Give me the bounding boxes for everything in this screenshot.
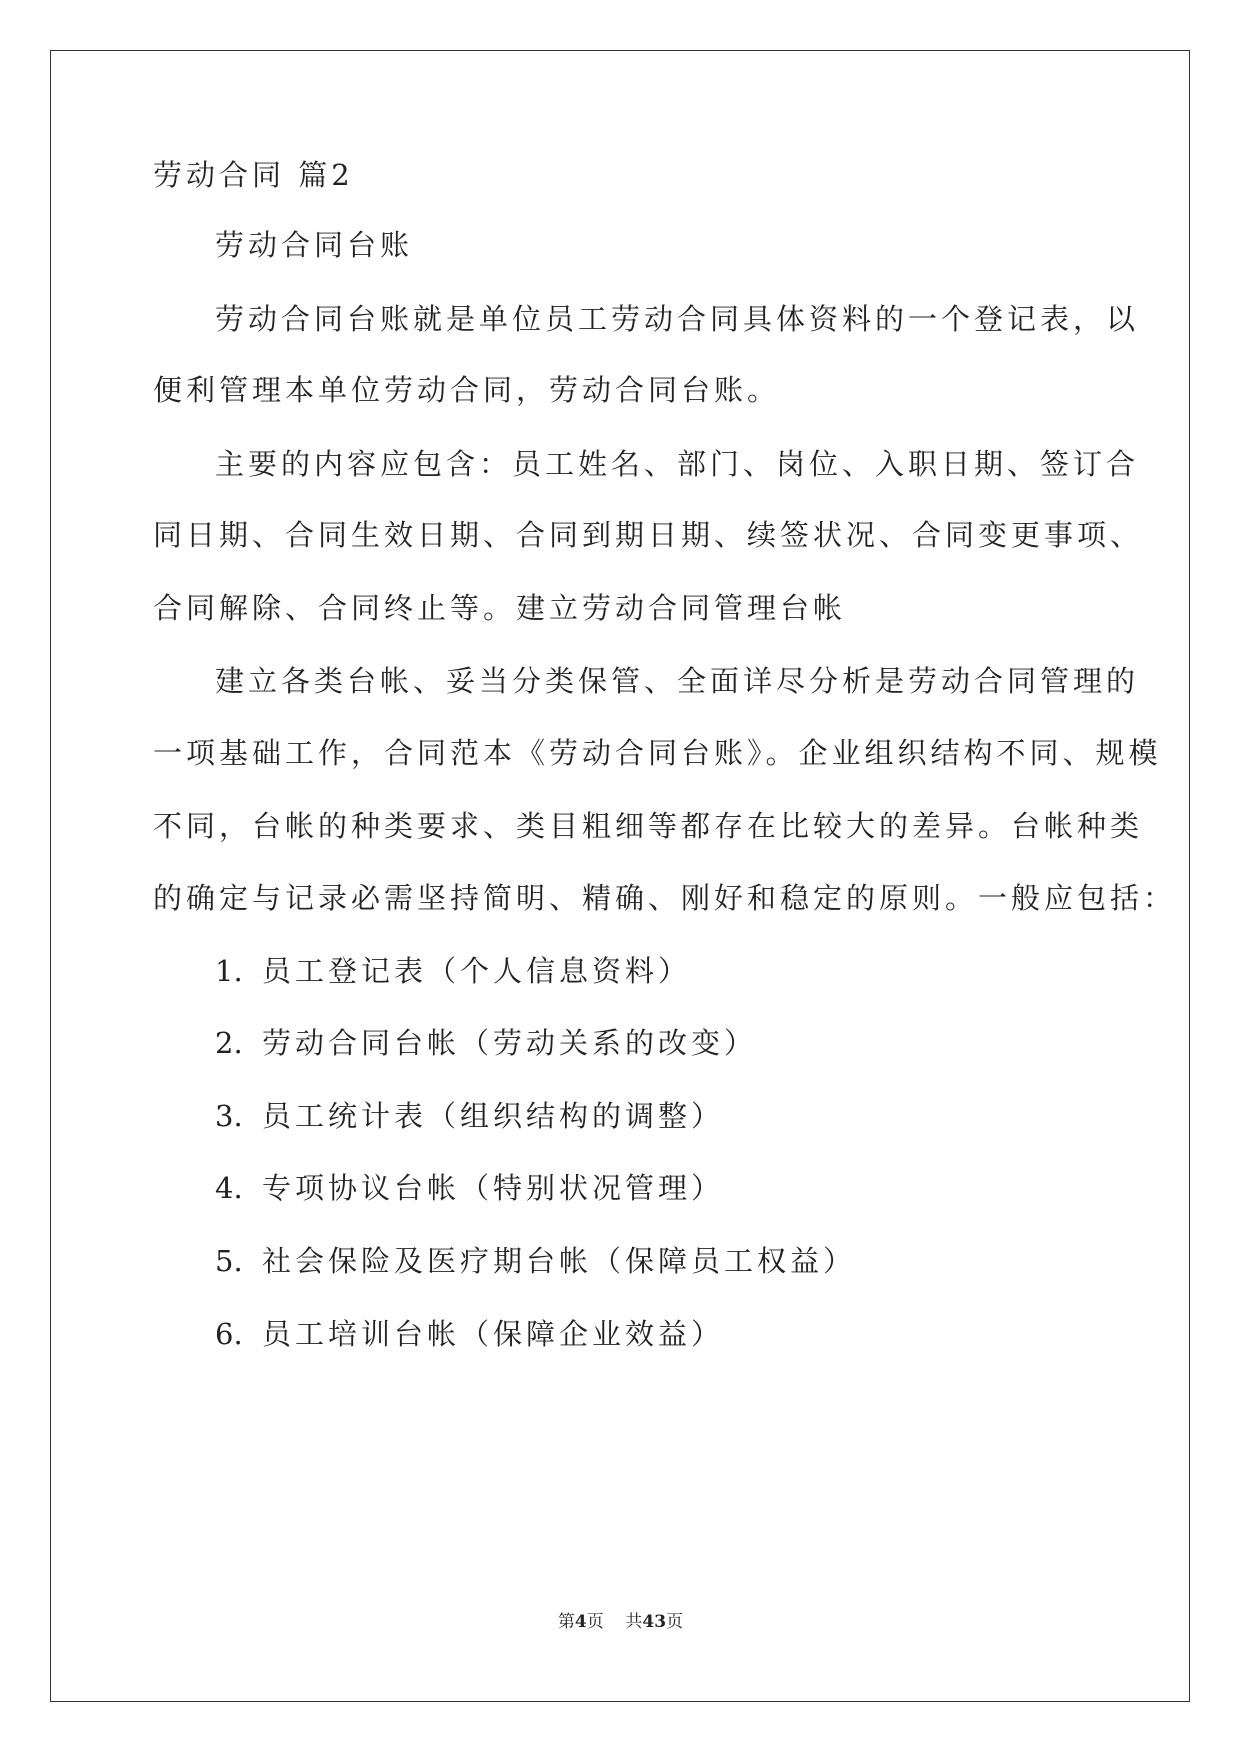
page-prefix: 第 [557, 1612, 575, 1632]
list-item-number: 6. [215, 1317, 243, 1351]
page-footer [0, 1610, 1241, 1634]
list-item-number: 2. [215, 1026, 243, 1060]
document-subtitle: 劳动合同台账 [215, 228, 414, 262]
list-item-text: 专项协议台帐（特别状况管理） [262, 1171, 725, 1205]
paragraph-1-line-1: 劳动合同台账就是单位员工劳动合同具体资料的一个登记表，以 [215, 302, 1140, 336]
list-item-number: 4. [215, 1171, 243, 1205]
list-item-text: 劳动合同台帐（劳动关系的改变） [262, 1026, 758, 1060]
total-pages: 43 [642, 1612, 667, 1632]
paragraph-2-line-1: 主要的内容应包含：员工姓名、部门、岗位、入职日期、签订合 [215, 447, 1140, 481]
paragraph-3-line-2: 一项基础工作，合同范本《劳动合同台账》。企业组织结构不同、规模 [153, 736, 1162, 770]
page-border [50, 50, 1190, 1702]
list-item-number: 1. [215, 954, 243, 988]
total-suffix: 页 [666, 1612, 684, 1632]
paragraph-2-line-3: 合同解除、合同终止等。建立劳动合同管理台帐 [153, 591, 847, 625]
paragraph-3-line-3: 不同，台帐的种类要求、类目粗细等都存在比较大的差异。台帐种类 [153, 809, 1144, 843]
page-number: 4 [574, 1612, 587, 1632]
total-prefix: 共 [625, 1612, 643, 1632]
paragraph-1-line-2: 便利管理本单位劳动合同，劳动合同台账。 [153, 373, 781, 407]
list-item-text: 员工登记表（个人信息资料） [262, 954, 692, 988]
paragraph-3-line-4: 的确定与记录必需坚持简明、精确、刚好和稳定的原则。一般应包括： [153, 881, 1177, 915]
section-heading: 劳动合同 篇2 [153, 158, 354, 192]
list-item-number: 3. [215, 1099, 243, 1133]
list-item-number: 5. [215, 1244, 243, 1278]
page-suffix: 页 [586, 1612, 604, 1632]
list-item-text: 社会保险及医疗期台帐（保障员工权益） [262, 1244, 857, 1278]
paragraph-3-line-1: 建立各类台帐、妥当分类保管、全面详尽分析是劳动合同管理的 [215, 664, 1140, 698]
paragraph-2-line-2: 同日期、合同生效日期、合同到期日期、续签状况、合同变更事项、 [153, 518, 1144, 552]
list-item-text: 员工统计表（组织结构的调整） [262, 1099, 725, 1133]
list-item-text: 员工培训台帐（保障企业效益） [262, 1317, 725, 1351]
